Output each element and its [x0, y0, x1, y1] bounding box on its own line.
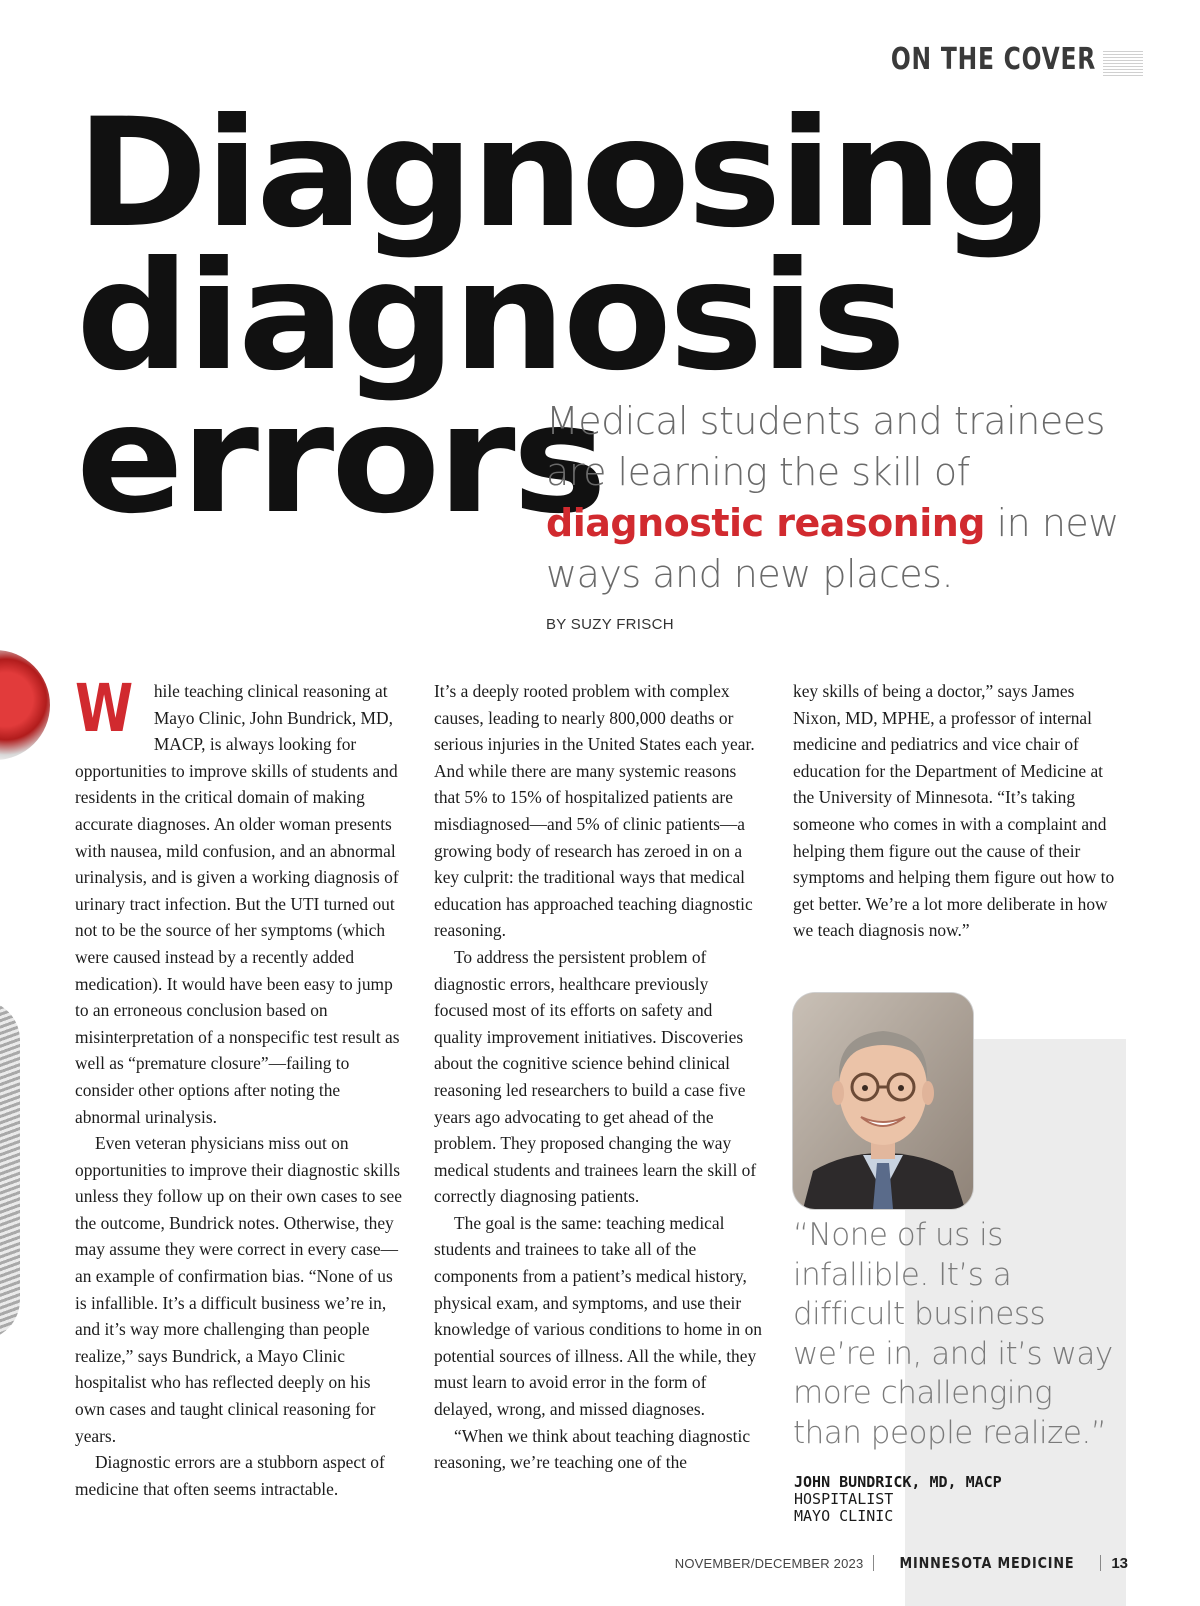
- footer-issue-date: NOVEMBER/DECEMBER 2023: [674, 1555, 864, 1571]
- deck: [546, 396, 1176, 600]
- footer-page-number: 13: [1111, 1554, 1128, 1572]
- stethoscope-decoration: [0, 650, 50, 760]
- footer-divider: [873, 1555, 874, 1571]
- pullquote-text: “None of us is infallible. It’s a difficult business we’re in, and it’s way more challenging than people realize.”: [793, 1217, 1113, 1451]
- body-column-3: [793, 678, 1121, 944]
- body-paragraph: It’s a deeply rooted problem with complex causes, leading to nearly 800,000 deaths or serious injuries in the United States each year. And while there are many systemic reasons that 5% to 15% of hospitalized patients are misdiagnosed—and 5% of clinic patients—a growing body of research has zeroed in on a key culprit: the traditional ways that medical education has approached teaching diagnostic reasoning.: [434, 681, 755, 941]
- portrait-photo: [793, 993, 973, 1209]
- stethoscope-tube-decoration: [0, 1000, 20, 1340]
- attribution-title: HOSPITALIST: [794, 1490, 894, 1508]
- pullquote-attribution: [794, 1474, 1002, 1525]
- portrait-illustration: [793, 993, 973, 1209]
- byline: BY SUZY FRISCH: [546, 616, 674, 633]
- section-label-hatch: [1103, 50, 1143, 76]
- attribution-org: MAYO CLINIC: [794, 1507, 894, 1525]
- page-footer: [675, 1554, 1128, 1572]
- body-column-2: [434, 678, 762, 1476]
- footer-divider: [1100, 1555, 1101, 1571]
- body-paragraph: W hile teaching clinical reasoning at Mayo Clinic, John Bundrick, MD, MACP, is always looking for opportunities to improve skills of students and residents in the critical domain of making accurate diagnoses. An older woman presents with nausea, mild confusion, and an abnormal urinalysis, and is given a working diagnosis of urinary tract infection. But the UTI turned out not to be the source of her symptoms (which were caused instead by a recently added medication). It would have been easy to jump to an erroneous conclusion based on misinterpretation of a nonspecific test result as well as “premature closure”—failing to consider other options after noting the abnormal urinalysis.: [75, 670, 400, 1127]
- attribution-name: JOHN BUNDRICK, MD, MACP: [794, 1473, 1002, 1491]
- section-label: ON THE COVER: [890, 42, 1096, 77]
- footer-magazine-name: MINNESOTA MEDICINE: [899, 1554, 1075, 1572]
- body-paragraph: “When we think about teaching diagnostic reasoning, we’re teaching one of the: [434, 1425, 751, 1473]
- body-paragraph: To address the persistent problem of diagnostic errors, healthcare previously focused most of its efforts on safety and quality improvement initiatives. Discoveries about the cognitive science behind clinical reasoning led researchers to build a case five years ago advocating to get ahead of the problem. They proposed changing the way medical students and trainees learn the skill of correctly diagnosing patients.: [434, 946, 757, 1207]
- body-paragraph: key skills of being a doctor,” says James Nixon, MD, MPHE, a professor of internal medicine and pediatrics and vice chair of education for the Department of Medicine at the University of Minnesota. “It’s taking someone who comes in with a complaint and helping them figure out the cause of their symptoms and helping them figure out how to get better. We’re a lot more deliberate in how we teach diagnosis now.”: [793, 681, 1115, 941]
- drop-cap: W: [75, 670, 134, 747]
- headline-line-3: errors: [76, 373, 604, 547]
- body-paragraph: Even veteran physicians miss out on opportunities to improve their diagnostic skills unless they follow up on their own cases to see the outcome, Bundrick notes. Otherwise, they may assume they were correct in every case—an example of confirmation bias. “None of us is infallible. It’s a difficult business we’re in, and it’s way more challenging than people realize,” says Bundrick, a Mayo Clinic hospitalist who has reflected deeply on his own cases and taught clinical reasoning for years.: [75, 1133, 402, 1446]
- deck-text-before: Medical students and trainees are learning the skill of: [546, 399, 1105, 494]
- body-paragraph: Diagnostic errors are a stubborn aspect of medicine that often seems intractable.: [75, 1452, 385, 1499]
- headline-line-1: Diagnosing: [76, 87, 1051, 261]
- body-column-1: [75, 670, 403, 1502]
- deck-text-after: in new ways and new places.: [546, 501, 1119, 596]
- headline-line-2: diagnosis: [76, 230, 904, 404]
- body-paragraph: The goal is the same: teaching medical students and trainees to take all of the components from a patient’s medical history, physical exam, and symptoms, and use their knowledge of various conditions to home in on potential sources of illness. All the while, they must learn to avoid error in the form of delayed, wrong, and missed diagnoses.: [434, 1212, 762, 1420]
- deck-highlight: diagnostic reasoning: [546, 501, 986, 545]
